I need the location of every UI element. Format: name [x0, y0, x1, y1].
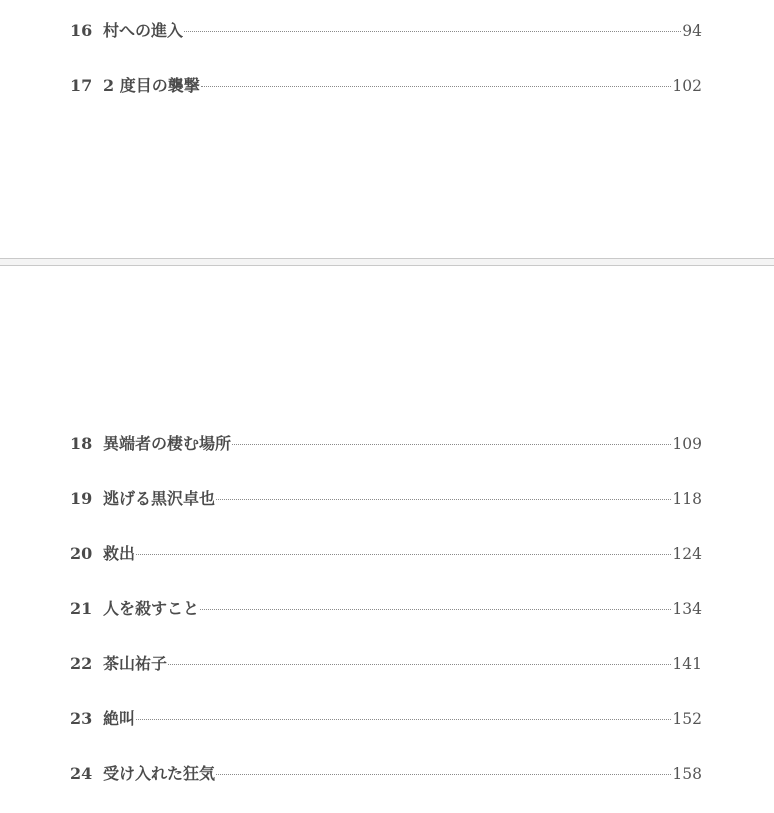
dot-leader [136, 719, 671, 720]
chapter-title: 2 度目の襲撃 [103, 76, 200, 95]
chapter-number: 23 [70, 709, 93, 728]
chapter-title: 人を殺すこと [103, 599, 200, 618]
chapter-title: 受け入れた狂気 [103, 764, 216, 783]
toc-entry[interactable] [70, 597, 702, 621]
chapter-number: 16 [70, 21, 93, 40]
page-number: 102 [672, 77, 702, 95]
chapter-number: 18 [70, 434, 93, 453]
dot-leader [201, 86, 672, 87]
chapter-title: 茶山祐子 [103, 654, 168, 673]
page-number: 118 [672, 490, 702, 508]
toc-entry[interactable] [70, 762, 702, 786]
page-number: 109 [672, 435, 702, 453]
chapter-title: 村への進入 [103, 21, 184, 40]
dot-leader [168, 664, 671, 665]
page-number: 134 [672, 600, 702, 618]
chapter-title: 逃げる黒沢卓也 [103, 489, 216, 508]
page-number: 158 [672, 765, 702, 783]
toc-entry[interactable] [70, 487, 702, 511]
chapter-number: 19 [70, 489, 93, 508]
chapter-number: 21 [70, 599, 93, 618]
toc-entry[interactable] [70, 432, 702, 456]
chapter-number: 20 [70, 544, 93, 563]
chapter-title: 絶叫 [103, 709, 136, 728]
page-number: 94 [682, 22, 702, 40]
chapter-number: 17 [70, 76, 93, 95]
toc-entry[interactable] [70, 19, 702, 43]
chapter-number: 22 [70, 654, 93, 673]
chapter-title: 異端者の棲む場所 [103, 434, 232, 453]
toc-entry[interactable] [70, 542, 702, 566]
page-number: 152 [672, 710, 702, 728]
dot-leader [200, 609, 671, 610]
page-number: 124 [672, 545, 702, 563]
document-page-bottom [0, 266, 774, 813]
dot-leader [216, 774, 671, 775]
chapter-title: 救出 [103, 544, 136, 563]
toc-entry[interactable] [70, 707, 702, 731]
page-separator [0, 258, 774, 266]
document-page-top [0, 0, 774, 258]
page-number: 141 [672, 655, 702, 673]
dot-leader [184, 31, 681, 32]
dot-leader [232, 444, 671, 445]
toc-entry[interactable] [70, 652, 702, 676]
chapter-number: 24 [70, 764, 93, 783]
dot-leader [136, 554, 671, 555]
dot-leader [216, 499, 671, 500]
toc-entry[interactable] [70, 74, 702, 98]
